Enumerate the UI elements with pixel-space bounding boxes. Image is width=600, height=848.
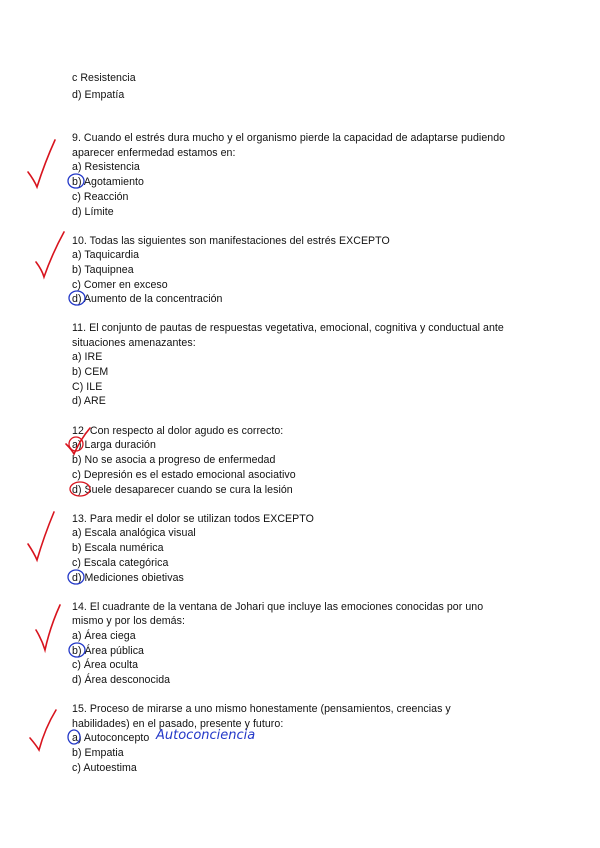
question-11-option-d: d) ARE xyxy=(72,395,106,407)
question-9-option-a: a) Resistencia xyxy=(72,161,140,173)
question-11-text-1: 11. El conjunto de pautas de respuestas vegetativa, emocional, cognitiva y conductual ante xyxy=(72,322,504,334)
question-11-option-c: C) ILE xyxy=(72,381,103,393)
question-14-option-c: c) Área oculta xyxy=(72,659,139,671)
question-13-option-c: c) Escala categórica xyxy=(72,557,169,569)
question-13-option-b: b) Escala numérica xyxy=(72,542,164,554)
question-14-option-a: a) Área ciega xyxy=(72,630,136,642)
question-9-option-d: d) Límite xyxy=(72,206,114,218)
question-10-option-c: c) Comer en exceso xyxy=(72,279,168,291)
red-check-q14 xyxy=(36,605,60,650)
question-12-option-c: c) Depresión es el estado emocional asociativo xyxy=(72,469,296,481)
option-c-prev: c Resistencia xyxy=(72,72,136,84)
question-14-option-b: b) Área pública xyxy=(72,645,145,657)
question-10-option-b: b) Taquipnea xyxy=(72,264,134,276)
red-check-q9 xyxy=(28,140,55,187)
question-11-text-2: situaciones amenazantes: xyxy=(72,337,196,349)
question-11-option-b: b) CEM xyxy=(72,366,109,378)
question-11-option-a: a) IRE xyxy=(72,351,103,363)
question-14-text-2: mismo y por los demás: xyxy=(72,615,185,627)
question-13-option-d: d) Mediciones obietivas xyxy=(72,572,184,584)
question-12-text-1: 12. Con respecto al dolor agudo es correcto: xyxy=(72,425,284,437)
question-14-option-d: d) Área desconocida xyxy=(72,674,171,686)
question-15-option-a: a) Autoconcepto xyxy=(72,732,150,744)
red-check-q15 xyxy=(30,710,56,750)
option-d-prev: d) Empatía xyxy=(72,89,125,101)
handwritten-note: Autoconciencia xyxy=(156,728,256,743)
question-13-text-1: 13. Para medir el dolor se utilizan todos EXCEPTO xyxy=(72,513,314,525)
red-check-q13 xyxy=(28,512,54,560)
question-9-text-1: 9. Cuando el estrés dura mucho y el organismo pierde la capacidad de adaptarse pudiendo xyxy=(72,132,506,144)
question-12-option-d: d) Suele desaparecer cuando se cura la lesión xyxy=(72,484,293,496)
question-10-option-d: d) Aumento de la concentración xyxy=(72,293,223,305)
question-12-option-a: a) Larga duración xyxy=(72,439,156,451)
question-9-option-b: b) Agotamiento xyxy=(72,176,144,188)
question-15-text-2: habilidades) en el pasado, presente y futuro: xyxy=(72,718,284,730)
question-13-option-a: a) Escala analógica visual xyxy=(72,527,196,539)
red-check-q10 xyxy=(36,232,64,277)
question-14-text-1: 14. El cuadrante de la ventana de Johari que incluye las emociones conocidas por uno xyxy=(72,601,484,613)
question-15-option-c: c) Autoestima xyxy=(72,762,137,774)
question-10-text-1: 10. Todas las siguientes son manifestaciones del estrés EXCEPTO xyxy=(72,235,390,247)
question-12-option-b: b) No se asocia a progreso de enfermedad xyxy=(72,454,276,466)
question-15-text-1: 15. Proceso de mirarse a uno mismo honestamente (pensamientos, creencias y xyxy=(72,703,451,715)
question-9-text-2: aparecer enfermedad estamos en: xyxy=(72,147,236,159)
question-9-option-c: c) Reacción xyxy=(72,191,129,203)
question-15-option-b: b) Empatia xyxy=(72,747,124,759)
question-10-option-a: a) Taquicardia xyxy=(72,249,140,261)
